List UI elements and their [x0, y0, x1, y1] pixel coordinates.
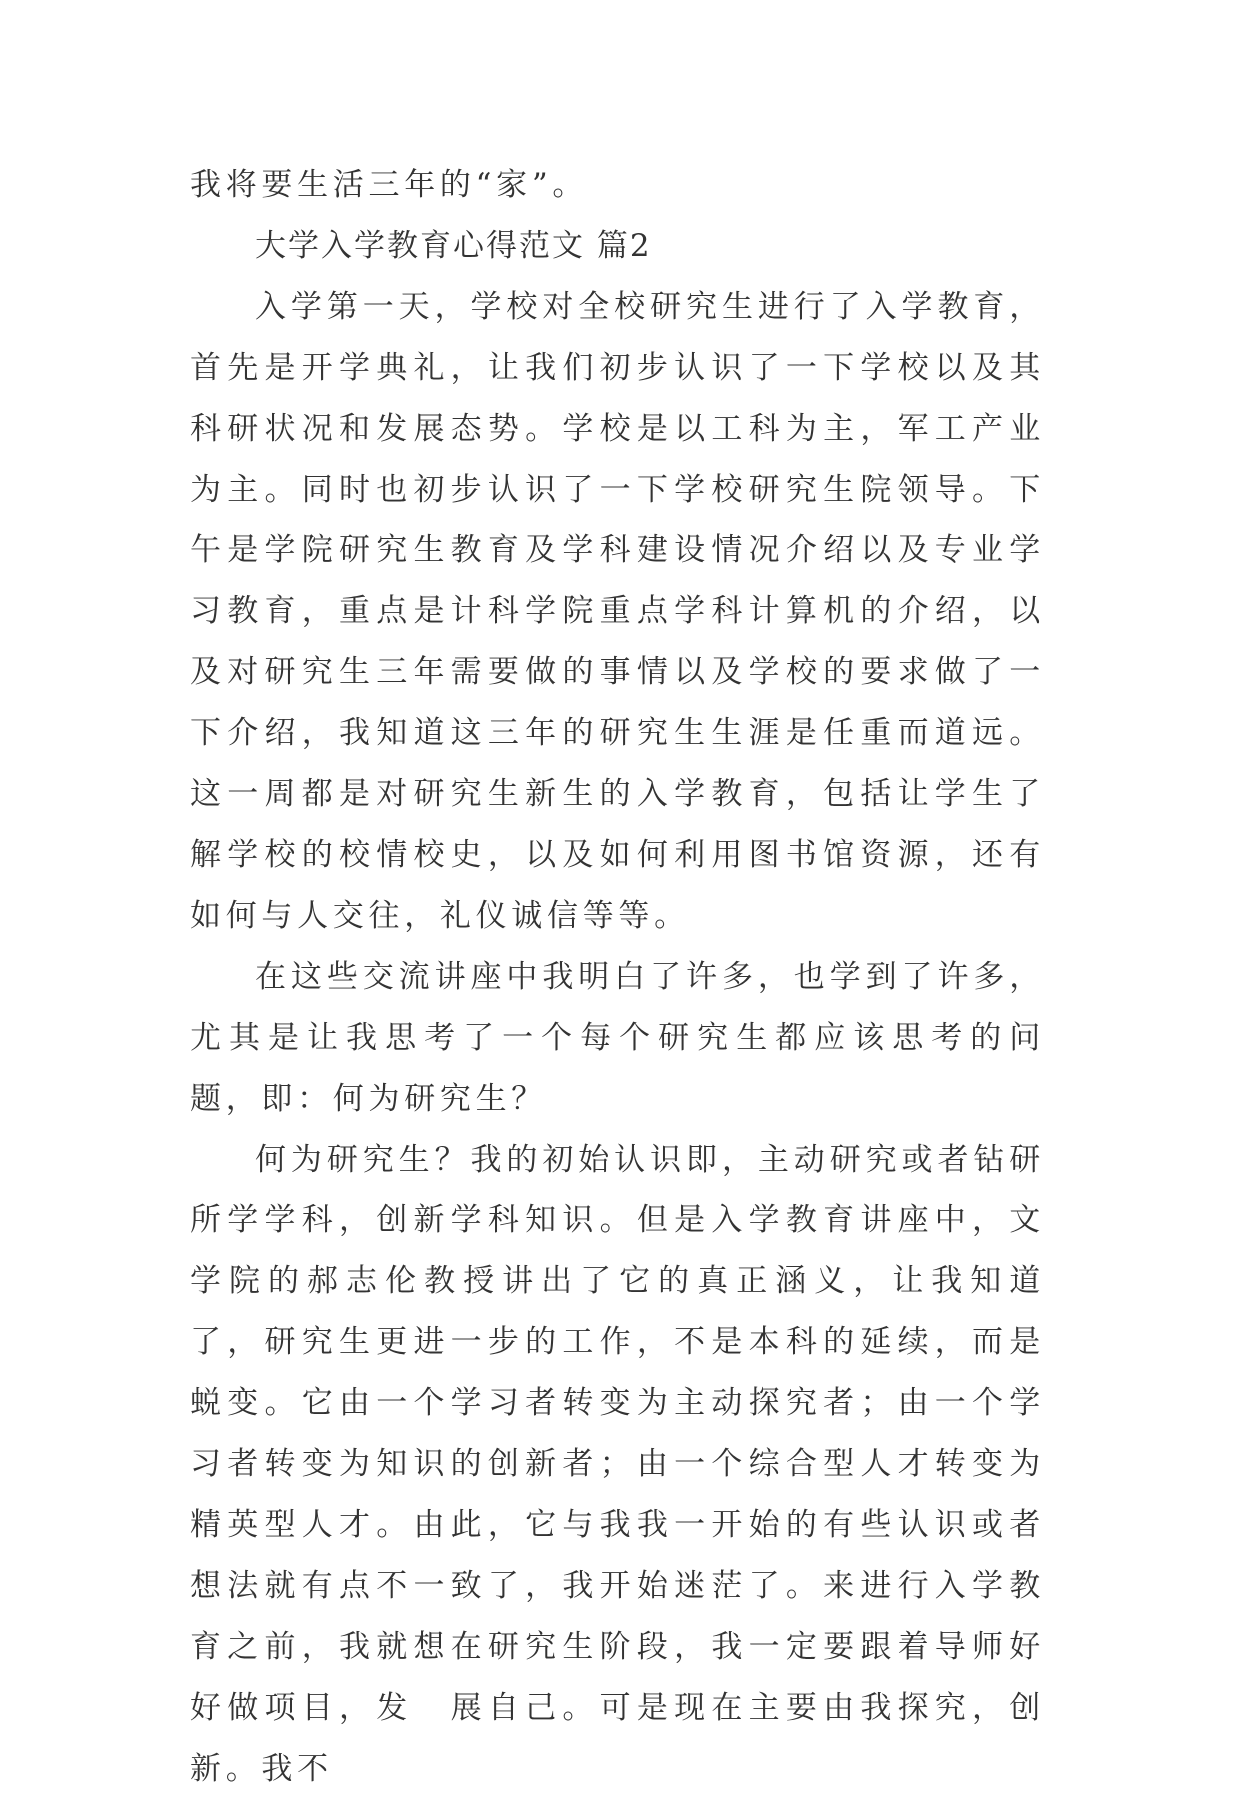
body-paragraph: 入学第一天，学校对全校研究生进行了入学教育，首先是开学典礼，让我们初步认识了一下学校以及其科研状况和发展态势。学校是以工科为主，军工产业为主。同时也初步认识了一下学校研究生院领导。下午是学院研究生教育及学科建设情况介绍以及专业学习教育，重点是计科学院重点学科计算机的介绍，以及对研究生三年需要做的事情以及学校的要求做了一下介绍，我知道这三年的研究生生涯是任重而道远。这一周都是对研究生新生的入学教育，包括让学生了解学校的校情校史，以及如何利用图书馆资源，还有如何与人交往，礼仪诚信等等。 — [190, 277, 1045, 947]
section-heading: 大学入学教育心得范文 篇2 — [190, 216, 1045, 277]
paragraph-continuation: 我将要生活三年的“家”。 — [190, 155, 1045, 216]
body-paragraph: 何为研究生？我的初始认识即，主动研究或者钻研所学学科，创新学科知识。但是入学教育讲座中，文学院的郝志伦教授讲出了它的真正涵义，让我知道了，研究生更进一步的工作，不是本科的延续，而是蜕变。它由一个学习者转变为主动探究者；由一个学习者转变为知识的创新者；由一个综合型人才转变为精英型人才。由此，它与我我一开始的有些认识或者想法就有点不一致了，我开始迷茫了。来进行入学教育之前，我就想在研究生阶段，我一定要跟着导师好好做项目，发 展自己。可是现在主要由我探究，创新。我不 — [190, 1130, 1045, 1799]
document-body — [190, 155, 1045, 1799]
body-paragraph: 在这些交流讲座中我明白了许多，也学到了许多，尤其是让我思考了一个每个研究生都应该思考的问题，即：何为研究生？ — [190, 947, 1045, 1130]
